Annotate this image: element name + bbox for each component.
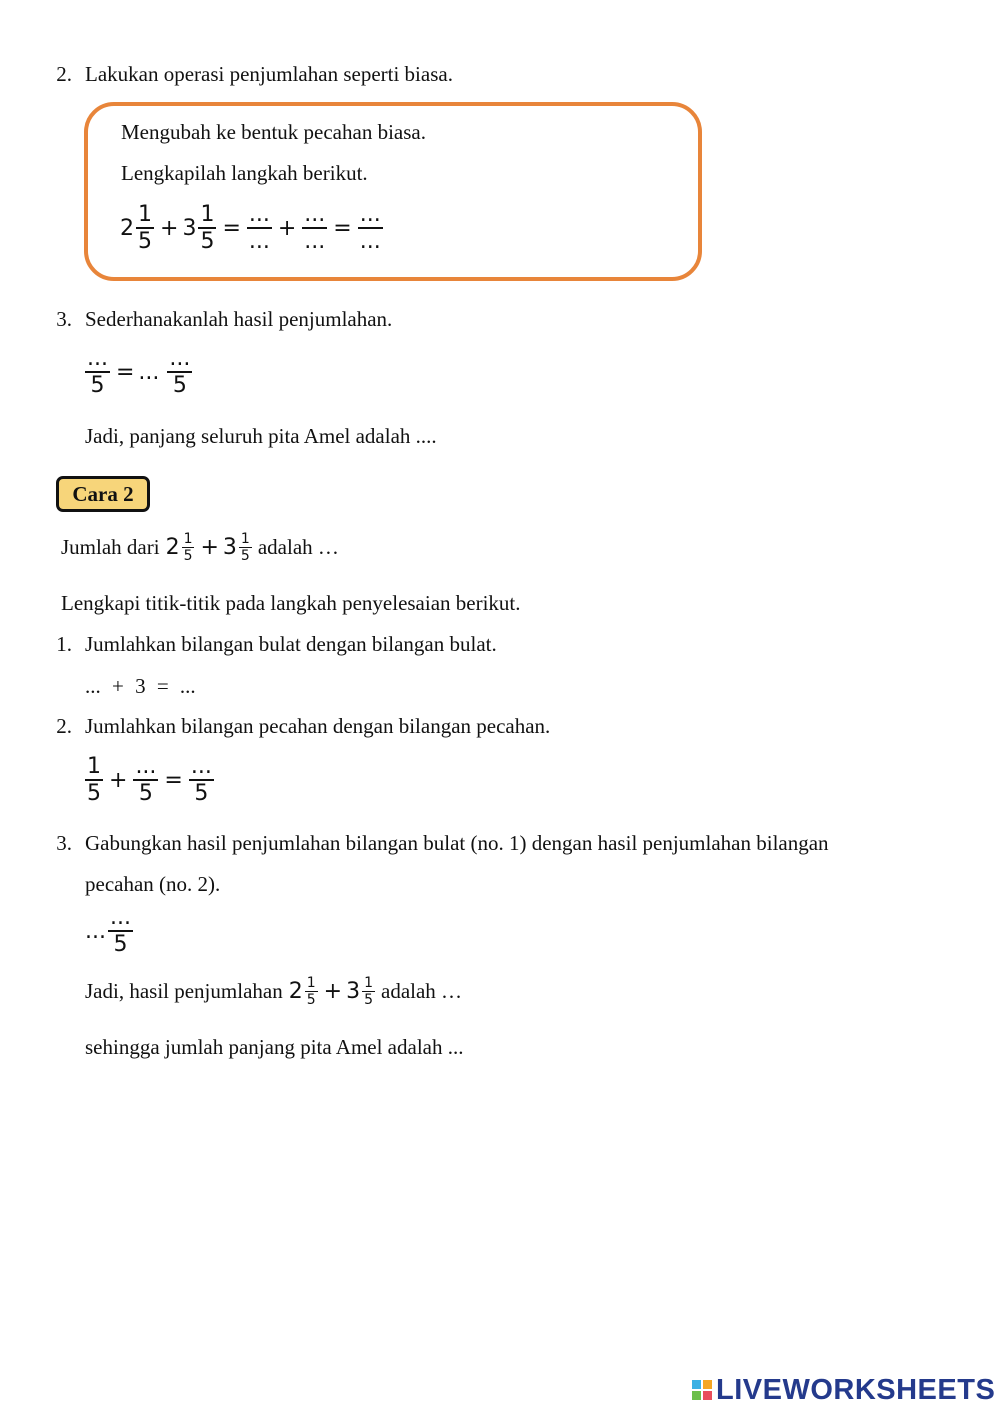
liveworksheets-logo bbox=[692, 1373, 995, 1407]
intro-suffix: adalah … bbox=[257, 535, 339, 560]
box-line-1: Mengubah ke bentuk pecahan biasa. bbox=[121, 120, 426, 144]
whole-number: 2 bbox=[288, 979, 303, 1005]
combined-equation bbox=[85, 905, 135, 957]
result-suffix: adalah … bbox=[381, 979, 463, 1004]
whole-number: 3 bbox=[346, 979, 361, 1005]
equals-sign: = bbox=[333, 215, 352, 241]
fraction: $\frac{1}{5}$ bbox=[87, 754, 101, 806]
badge-label: Cara 2 bbox=[72, 481, 134, 506]
whole-sum-equation[interactable]: ... + 3 = ... bbox=[85, 674, 196, 698]
blank-fraction[interactable]: $\frac{...}{...}$ bbox=[359, 202, 381, 254]
step-text: Jumlahkan bilangan bulat dengan bilangan bulat. bbox=[85, 632, 497, 656]
equals-sign: = bbox=[115, 359, 135, 385]
logo-text: LIVEWORKSHEETS bbox=[716, 1373, 996, 1406]
fraction: $\frac{1}{5}$ bbox=[183, 531, 193, 565]
plus-sign: + bbox=[323, 979, 343, 1005]
conclusion-text: Jadi, panjang seluruh pita Amel adalah .... bbox=[85, 424, 437, 448]
step-text: Lakukan operasi penjumlahan seperti biasa. bbox=[85, 62, 453, 86]
blank-whole[interactable]: ... bbox=[85, 918, 106, 944]
blank-whole[interactable]: ... bbox=[138, 359, 160, 385]
step-text: Gabungkan hasil penjumlahan bilangan bulat (no. 1) dengan hasil penjumlahan bilangan bbox=[85, 831, 829, 855]
fraction: $\frac{1}{5}$ bbox=[138, 202, 152, 254]
fraction: $\frac{1}{5}$ bbox=[240, 531, 250, 565]
box-equation bbox=[120, 202, 385, 254]
plus-sign: + bbox=[277, 215, 297, 241]
intro-math bbox=[166, 531, 254, 564]
instruction-text: Lengkapi titik-titik pada langkah penyelesaian berikut. bbox=[61, 591, 521, 615]
step-text: Sederhanakanlah hasil penjumlahan. bbox=[85, 307, 393, 331]
step-number: 3. bbox=[56, 307, 72, 331]
blank-fraction[interactable]: $\frac{...}{5}$ bbox=[109, 905, 131, 957]
equals-sign: = bbox=[164, 767, 183, 793]
whole-number: 2 bbox=[165, 535, 180, 561]
fraction: $\frac{1}{5}$ bbox=[306, 975, 316, 1009]
fraction: $\frac{1}{5}$ bbox=[200, 202, 215, 254]
step-number: 1. bbox=[56, 632, 72, 656]
step-number: 2. bbox=[56, 62, 72, 86]
plus-sign: + bbox=[200, 535, 219, 561]
whole-number: 3 bbox=[222, 535, 237, 561]
step-number: 3. bbox=[56, 831, 72, 855]
final-text: sehingga jumlah panjang pita Amel adalah ... bbox=[85, 1035, 464, 1059]
blank-fraction[interactable]: $\frac{...}{5}$ bbox=[135, 754, 157, 806]
step-text: Jumlahkan bilangan pecahan dengan bilangan pecahan. bbox=[85, 714, 551, 738]
blank-fraction[interactable]: $\frac{...}{5}$ bbox=[169, 346, 191, 398]
equals-sign: = bbox=[222, 215, 241, 241]
result-math bbox=[289, 975, 377, 1008]
logo-grid-icon bbox=[692, 1380, 712, 1400]
whole-number: 2 bbox=[120, 215, 134, 241]
result-prefix: Jadi, hasil penjumlahan bbox=[85, 979, 283, 1004]
fraction-sum-equation bbox=[83, 754, 216, 806]
cara-2-badge bbox=[56, 476, 150, 512]
simplify-equation bbox=[83, 346, 194, 398]
intro-prefix: Jumlah dari bbox=[61, 535, 160, 560]
box-line-2: Lengkapilah langkah berikut. bbox=[121, 161, 368, 185]
blank-fraction[interactable]: $\frac{...}{...}$ bbox=[304, 202, 326, 254]
whole-number: 3 bbox=[182, 215, 197, 241]
result-line bbox=[85, 975, 462, 1008]
plus-sign: + bbox=[160, 215, 179, 241]
step-number: 2. bbox=[56, 714, 72, 738]
cara2-intro bbox=[61, 531, 339, 564]
blank-fraction[interactable]: $\frac{...}{5}$ bbox=[190, 754, 212, 806]
plus-sign: + bbox=[109, 767, 128, 793]
blank-fraction[interactable]: $\frac{...}{...}$ bbox=[248, 202, 270, 254]
fraction: $\frac{1}{5}$ bbox=[364, 975, 373, 1009]
blank-fraction[interactable]: $\frac{...}{5}$ bbox=[87, 346, 108, 398]
step-text-continued: pecahan (no. 2). bbox=[85, 872, 221, 896]
